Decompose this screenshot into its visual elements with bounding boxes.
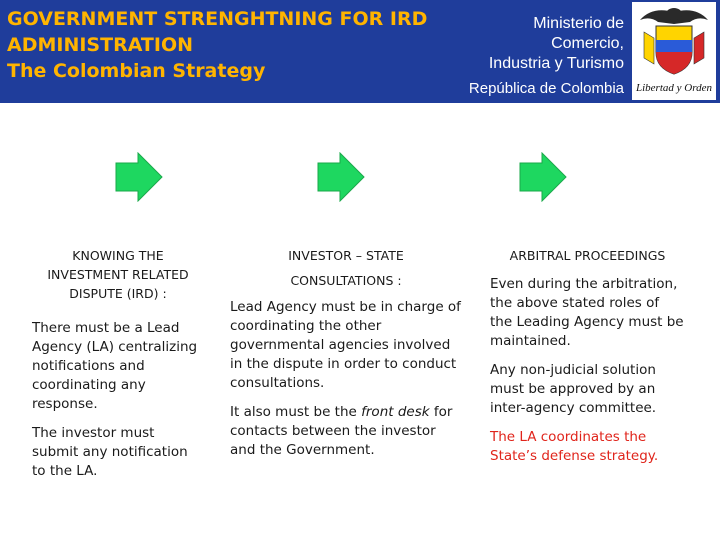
ministry-line-2: Comercio, [551, 35, 624, 52]
title-line-3: The Colombian Strategy [7, 60, 266, 82]
col1-paragraph-2: The investor must submit any notification to the LA. [32, 425, 188, 479]
column-heading [230, 246, 462, 290]
ministry-line-1: Ministerio de [533, 15, 624, 32]
right-arrow-icon [114, 152, 164, 202]
header-banner [0, 0, 720, 103]
col2-paragraph-1: Lead Agency must be in charge of coordinating the other governmental agencies involved in the dispute in order to conduct consultations. [230, 299, 461, 391]
page-title [7, 6, 427, 84]
col1-paragraph-1: There must be a Lead Agency (LA) centralizing notifications and coordinating any response. [32, 320, 198, 412]
col2-paragraph-2 [230, 403, 462, 460]
republica-label: República de Colombia [468, 80, 624, 97]
col3-paragraph-2: Any non-judicial solution must be approved by an inter-agency committee. [490, 362, 657, 416]
right-arrow-icon [518, 152, 568, 202]
colombia-seal-icon [632, 2, 716, 100]
heading-line: INVESTMENT RELATED [47, 267, 189, 282]
heading-line: INVESTOR – STATE [288, 248, 404, 263]
col3-paragraph-1: Even during the arbitration, the above stated roles of the Leading Agency must be maintained. [490, 276, 684, 349]
column-heading: ARBITRAL PROCEEDINGS [509, 248, 666, 263]
heading-line: DISPUTE (IRD) : [69, 286, 167, 301]
column-knowing-ird [32, 246, 204, 481]
ministry-line-3: Industria y Turismo [488, 55, 624, 72]
emphasis-front-desk: front desk [361, 404, 430, 420]
column-heading [32, 246, 204, 303]
col3-paragraph-3: The LA coordinates the State’s defense strategy. [490, 429, 659, 464]
seal-motto: Libertad y Orden [636, 82, 712, 94]
text-segment: It also must be the [230, 404, 362, 420]
title-line-2: ADMINISTRATION [7, 34, 194, 56]
column-consultations [230, 246, 462, 460]
title-line-1: GOVERNMENT STRENGHTNING FOR IRD [7, 8, 428, 30]
text-segment: for contacts between the investor and the Government. [230, 404, 453, 458]
heading-line: CONSULTATIONS : [290, 273, 402, 288]
ministry-name [489, 14, 624, 74]
right-arrow-icon [316, 152, 366, 202]
column-arbitral [490, 246, 685, 466]
heading-line: KNOWING THE [72, 248, 164, 263]
